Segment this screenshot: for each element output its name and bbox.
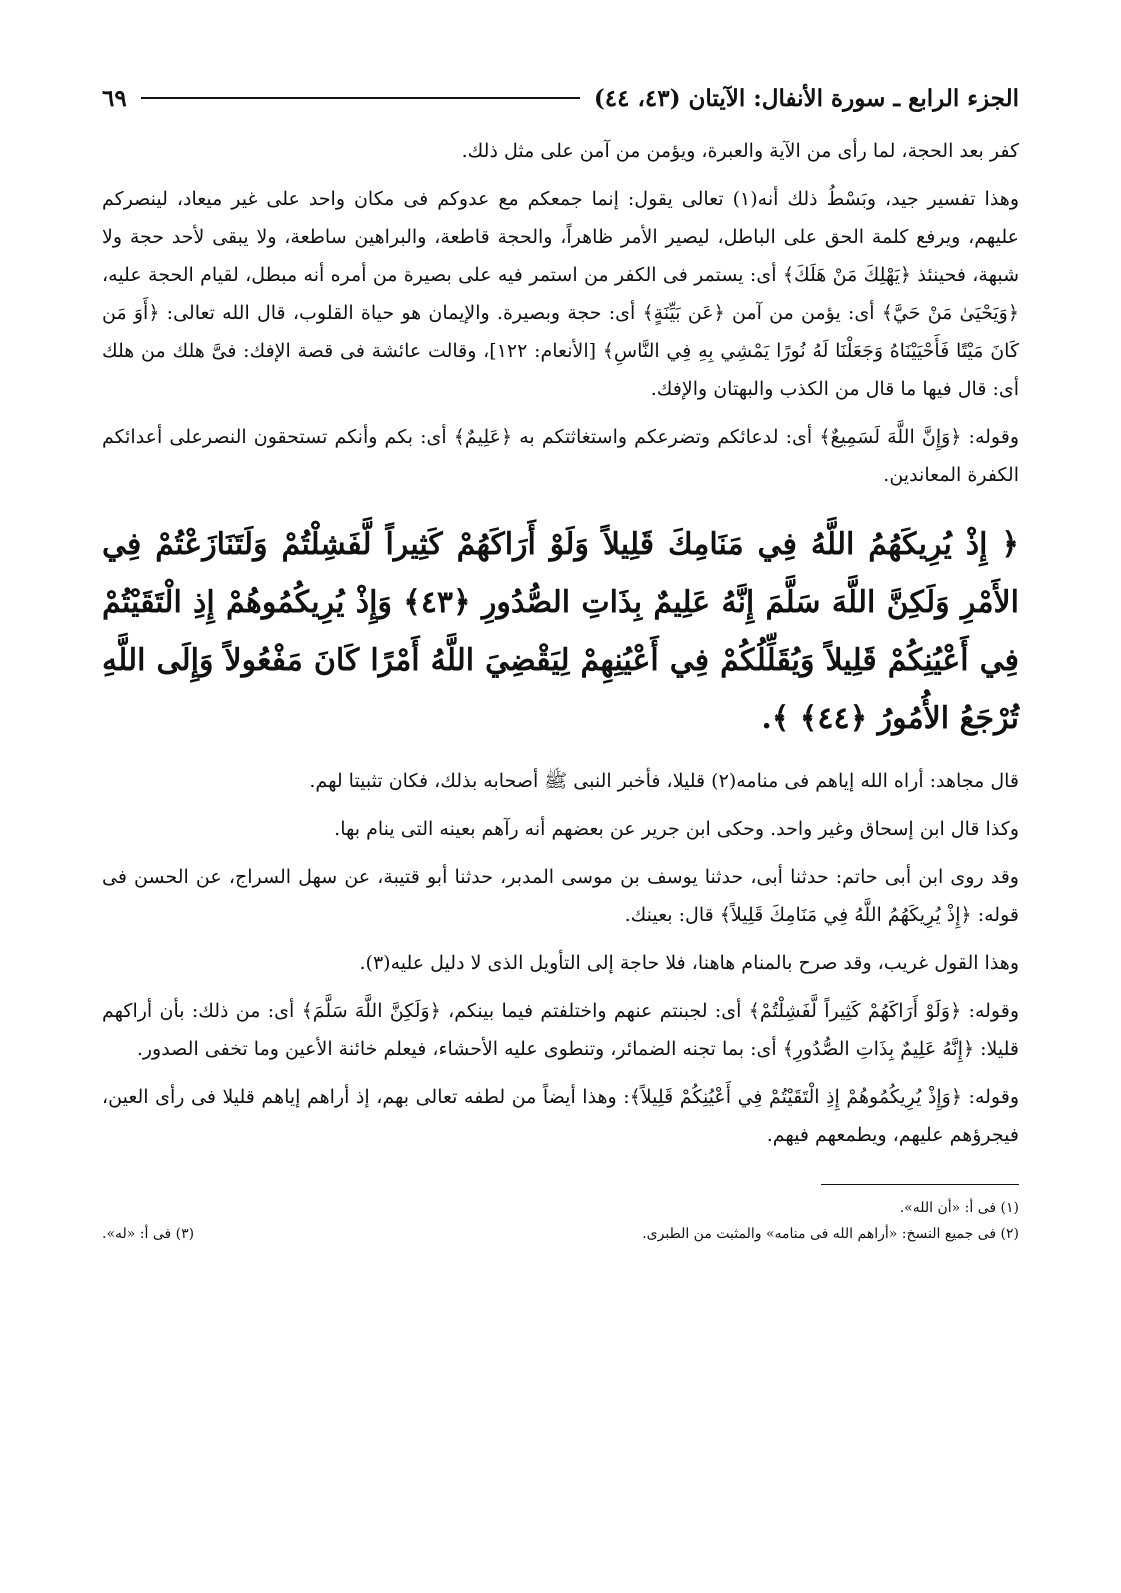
paragraph: قال مجاهد: أراه الله إياهم فى منامه(٢) قليلا، فأخبر النبى ﷺ أصحابه بذلك، فكان تثبيتا لهم. (309, 770, 1019, 792)
footnote-1: (١) فى أ: «أن الله». (899, 1200, 1019, 1216)
paragraph: كفر بعد الحجة، لما رأى من الآية والعبرة، ويؤمن من آمن على مثل ذلك. (461, 140, 1019, 162)
paragraph: وقوله: ﴿وَلَوْ أَرَاكَهُمْ كَثِيراً لَّفَشِلْتُمْ﴾ أى: لجبنتم عنهم واختلفتم فيما بينكم، ﴿وَلَكِنَّ اللَّهَ سَلَّمَ﴾ أى: من ذلك: بأن أراكهم قليلا: ﴿إِنَّهُ عَلِيمٌ بِذَاتِ الصُّدُورِ﴾ أى: بما تجنه الضمائر، وتنطوى عليه الأحشاء، فيعلم خائنة الأعين وما تخفى الصدور. (102, 1000, 1019, 1060)
paragraph: وكذا قال ابن إسحاق وغير واحد. وحكى ابن جرير عن بعضهم أنه رآهم بعينه التى ينام بها. (334, 818, 1019, 840)
page-body (102, 132, 1019, 1154)
footnote-rule (821, 1184, 1019, 1185)
paragraph: وهذا القول غريب، وقد صرح بالمنام هاهنا، فلا حاجة إلى التأويل الذى لا دليل عليه(٣). (359, 952, 1019, 974)
footnote-3: (٣) فى أ: «له». (102, 1226, 195, 1242)
paragraph: وقوله: ﴿وَإِذْ يُرِيكُمُوهُمْ إِذِ الْتَقَيْتُمْ فِي أَعْيُنِكُمْ قَلِيلاً﴾: وهذا أيضاً من لطفه تعالى بهم، إذ أراهم إياهم قليلا فى رأى العين، فيجرؤهم عليهم، ويطمعهم فيهم. (102, 1086, 1019, 1146)
quran-verse: ﴿ إِذْ يُرِيكَهُمُ اللَّهُ فِي مَنَامِكَ قَلِيلاً وَلَوْ أَرَاكَهُمْ كَثِيراً لَّفَشِلْتُمْ وَلَتَنَازَعْتُمْ فِي الأَمْرِ وَلَكِنَّ اللَّهَ سَلَّمَ إِنَّهُ عَلِيمٌ بِذَاتِ الصُّدُورِ ﴿٤٣﴾ وَإِذْ يُرِيكُمُوهُمْ إِذِ الْتَقَيْتُمْ فِي أَعْيُنِكُمْ قَلِيلاً وَيُقَلِّلُكُمْ فِي أَعْيُنِهِمْ لِيَقْضِيَ اللَّهُ أَمْرًا كَانَ مَفْعُولاً وَإِلَى اللَّهِ تُرْجَعُ الأُمُورُ ﴿٤٤﴾ ﴾. (102, 527, 1019, 736)
footnote-row (102, 1221, 1019, 1247)
running-header (102, 78, 1019, 118)
paragraph: وقوله: ﴿وَإِنَّ اللَّهَ لَسَمِيعٌ﴾ أى: لدعائكم وتضرعكم واستغاثتكم به ﴿عَلِيمٌ﴾ أى: بكم وأنكم تستحقون النصرعلى أعدائكم الكفرة المعاندين. (102, 426, 1019, 486)
header-rule (141, 97, 580, 99)
page-number: ٦٩ (102, 84, 127, 112)
paragraph: وهذا تفسير جيد، وبَسْطُ ذلك أنه(١) تعالى يقول: إنما جمعكم مع عدوكم فى مكان واحد على غير ميعاد، لينصركم عليهم، ويرفع كلمة الحق على الباطل، ليصير الأمر ظاهراً، والحجة قاطعة، والبراهين ساطعة، ولا يبقى لأحد حجة ولا شبهة، فحينئذ ﴿يَهْلِكَ مَنْ هَلَكَ﴾ أى: يستمر فى الكفر من استمر فيه على بصيرة من أمره أنه مبطل، لقيام الحجة عليه، ﴿وَيَحْيَىٰ مَنْ حَيَّ﴾ أى: يؤمن من آمن ﴿عَن بَيِّنَةٍ﴾ أى: حجة وبصيرة. والإيمان هو حياة القلوب، قال الله تعالى: ﴿أَوَ مَن كَانَ مَيْتًا فَأَحْيَيْنَاهُ وَجَعَلْنَا لَهُ نُورًا يَمْشِي بِهِ فِي النَّاسِ﴾ [الأنعام: ١٢٢]، وقالت عائشة فى قصة الإفك: فىَّ هلك من هلك أى: قال فيها ما قال من الكذب والبهتان والإفك. (102, 188, 1020, 400)
header-title: الجزء الرابع ـ سورة الأنفال: الآيتان (٤٣، ٤٤) (593, 84, 1019, 112)
footnote-2: (٢) فى جميع النسخ: «أراهم الله فى منامه» والمثبت من الطبرى. (642, 1226, 1019, 1242)
paragraph: وقد روى ابن أبى حاتم: حدثنا أبى، حدثنا يوسف بن موسى المدبر، حدثنا أبو قتيبة، عن سهل السراج، عن الحسن فى قوله: ﴿إِذْ يُرِيكَهُمُ اللَّهُ فِي مَنَامِكَ قَلِيلاً﴾ قال: بعينك. (102, 866, 1019, 926)
